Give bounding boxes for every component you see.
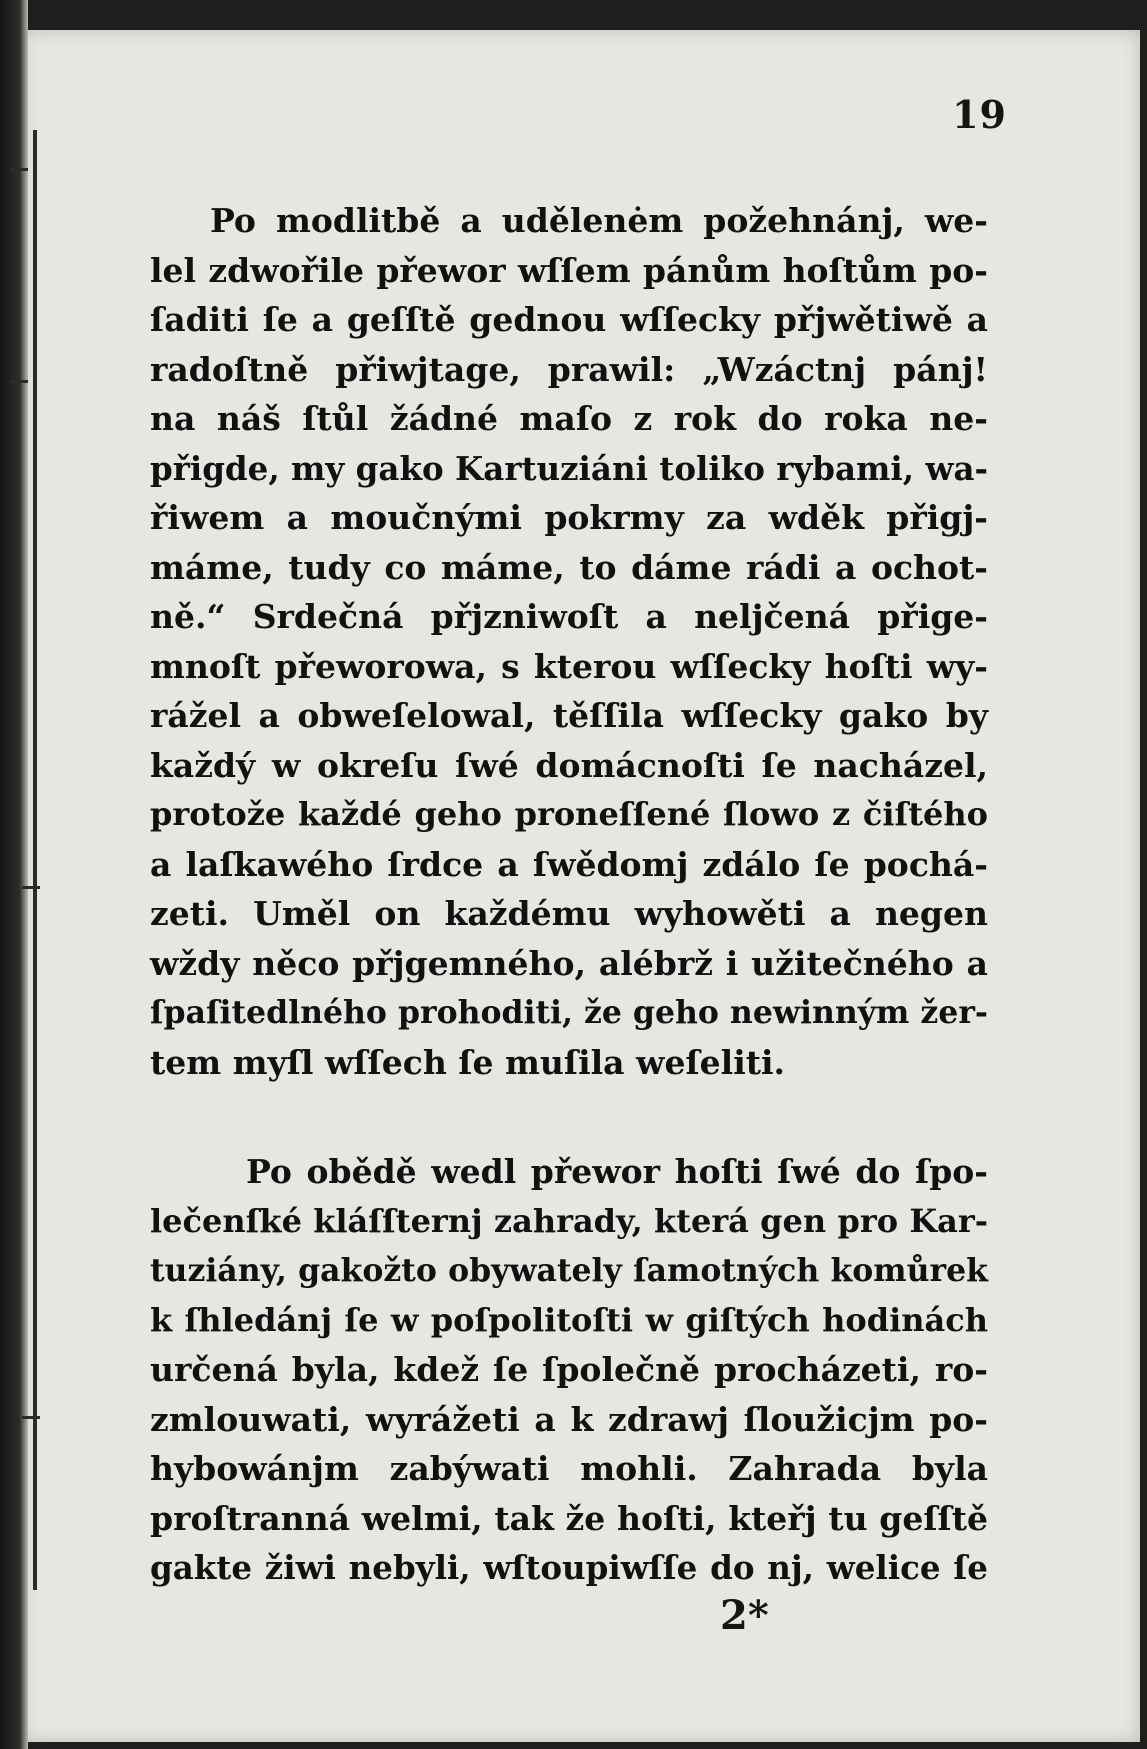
binding-tick-mark [10, 168, 28, 171]
text-line: a laſkawého ſrdce a ſwědomj zdálo ſe pochá- [150, 844, 988, 884]
text-line: řiwem a moučnými pokrmy za wděk přigj- [150, 498, 988, 537]
signature-mark: 2* [720, 1592, 769, 1639]
paragraph-1 [150, 196, 988, 1087]
text-line: na náš ſtůl žádné maſo z rok do roka ne- [150, 399, 988, 438]
text-line: ně.“ Srdečná přjzniwoſt a nelјčená přige- [150, 597, 988, 636]
text-line: máme, tudy co máme, to dáme rádi a ochot- [150, 547, 988, 587]
text-line: radoſtně přiwjtage, prawil: „Wzáctnj pánj! [150, 349, 988, 389]
binding-rule-line [33, 130, 37, 1590]
text-line: přigde, my gako Kartuziáni toliko rybami, wa- [150, 448, 988, 488]
text-line: protože každé geho proneſſené ſlowo z čiſtého [150, 795, 988, 833]
text-line: ſpaſitedlného prohoditi, že geho newinným žer- [150, 994, 988, 1031]
text-line: hybowánjm zabýwati mohli. Zahrada byla [150, 1449, 988, 1488]
paragraph-gap [150, 1087, 988, 1147]
text-line: každý w okreſu ſwé domácnoſti ſe nacházel, [150, 745, 988, 785]
text-line: ſaditi ſe a geſſtě gednou wſſecky přjwětiwě a [150, 300, 988, 339]
text-line: tem myſl wſſech ſe muſila weſeliti. [150, 1042, 785, 1082]
text-line: Po obědě wedl přewor hoſti ſwé do ſpo- [246, 1152, 988, 1191]
page-number: 19 [952, 92, 1007, 137]
binding-tick-mark [10, 380, 28, 383]
text-line: rážel a obweſelowal, těſſila wſſecky gako by [150, 696, 988, 735]
text-line: tuziány, gakožto obywately ſamotných komůrek [150, 1252, 988, 1289]
text-line: gakte žiwi nebyli, wſtoupiwſſe do nj, welice ſe [150, 1548, 988, 1587]
text-line: určená byla, kdež ſe ſpolečně procházeti, ro- [150, 1350, 988, 1389]
text-line: lečenſké kláſſternj zahrady, která gen pro Kar- [150, 1201, 988, 1240]
text-line: mnoſt přeworowa, s kterou wſſecky hoſti wy- [150, 646, 988, 686]
binding-tick-mark [22, 1416, 40, 1419]
text-line: Po modlitbě a udělenėm požehnánj, we- [210, 201, 988, 240]
text-line: proſtranná welmi, tak že hoſti, kteřj tu geſſtě [150, 1498, 988, 1538]
text-line: zmlouwati, wyrážeti a k zdrawj ſloužicjm po- [150, 1399, 988, 1439]
text-line: lel zdwořile přewor wſſem pánům hoſtům po- [150, 250, 988, 290]
page-binding-edge [0, 0, 28, 1749]
paragraph-2 [150, 1147, 988, 1593]
text-line: k ſhledánj ſe w poſpolitoſti w giſtých hodinách [150, 1300, 988, 1339]
body-text [150, 196, 988, 1593]
binding-tick-mark [22, 886, 40, 889]
text-line: wždy něco přjgemného, alébrž i užitečného a [150, 943, 988, 983]
text-line: zeti. Uměl on každému wyhowěti a negen [150, 894, 988, 933]
